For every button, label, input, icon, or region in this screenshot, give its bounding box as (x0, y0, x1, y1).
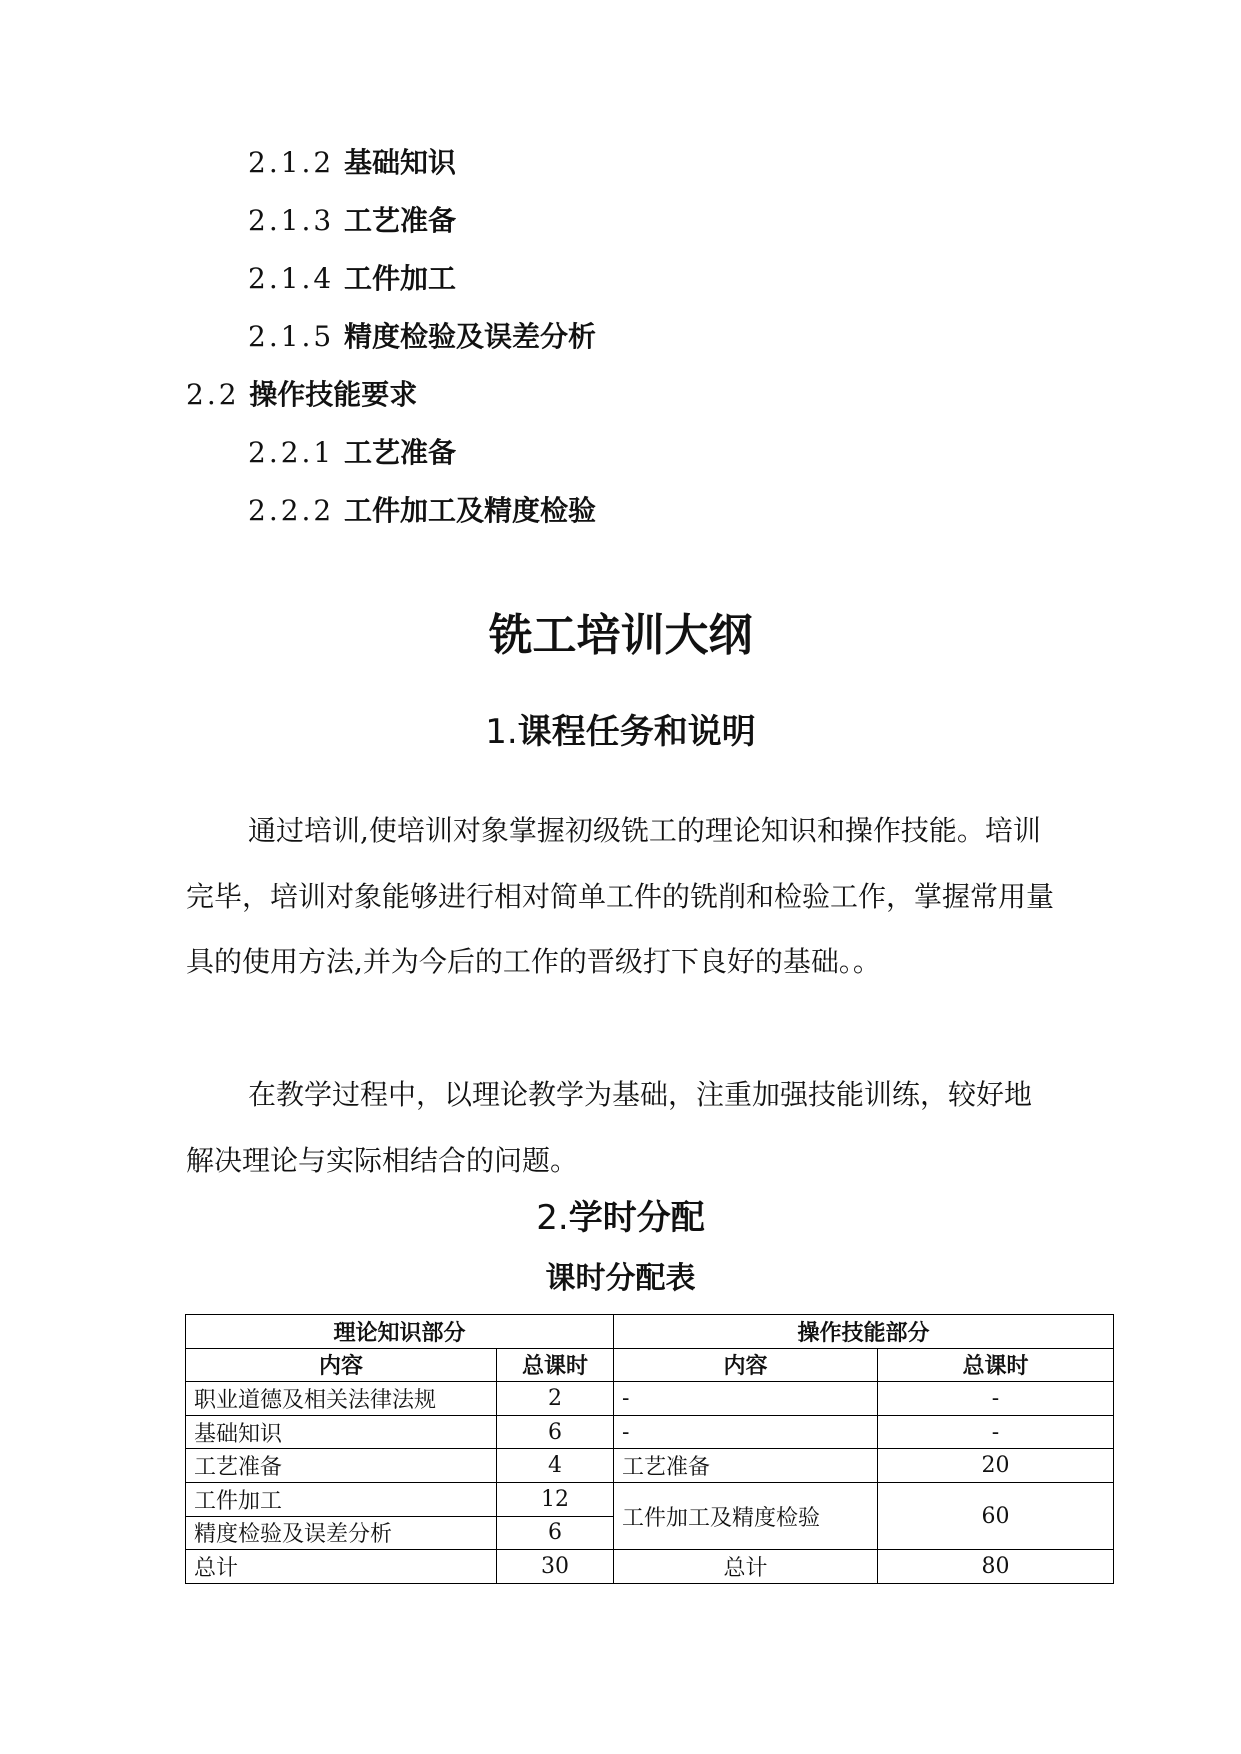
table-cell: 基础知识 (186, 1415, 497, 1449)
outline-text: 基础知识 (344, 146, 457, 179)
column-header: 总课时 (878, 1348, 1114, 1382)
section-title: 课程任务和说明 (517, 712, 756, 752)
outline-item (248, 320, 596, 354)
table-group-header-row (186, 1315, 1114, 1349)
outline-item (248, 204, 456, 238)
table-cell: 工艺准备 (186, 1449, 497, 1483)
outline-item (248, 436, 456, 470)
group-header-theory: 理论知识部分 (186, 1315, 614, 1349)
document-title: 铣工培训大纲 (488, 610, 753, 661)
table-cell: 6 (497, 1516, 614, 1550)
outline-number: 2.2.2 (248, 494, 335, 527)
outline-text: 操作技能要求 (249, 378, 418, 411)
body-paragraph: 通过培训,使培训对象掌握初级铣工的理论知识和操作技能。培训完毕，培训对象能够进行相对简单工件的铣削和检验工作，掌握常用量具的使用方法,并为今后的工作的晋级打下良好的基础。。 (186, 814, 1055, 978)
column-header: 内容 (186, 1348, 497, 1382)
section-heading (0, 710, 1241, 754)
outline-item (248, 146, 456, 180)
table-total-row (186, 1550, 1114, 1584)
outline-number: 2.1.3 (248, 204, 335, 237)
table-cell: 60 (878, 1482, 1114, 1549)
outline-item (248, 262, 456, 296)
table-cell: 职业道德及相关法律法规 (186, 1382, 497, 1416)
group-header-practice: 操作技能部分 (614, 1315, 1114, 1349)
table-cell: - (878, 1415, 1114, 1449)
outline-text: 工艺准备 (344, 436, 457, 469)
section-heading (0, 1196, 1241, 1240)
table-row (186, 1482, 1114, 1516)
table-cell: 30 (497, 1550, 614, 1584)
table-cell: 工艺准备 (614, 1449, 878, 1483)
table-cell: 2 (497, 1382, 614, 1416)
outline-text: 工件加工 (344, 262, 457, 295)
table-cell: - (878, 1382, 1114, 1416)
table-row (186, 1415, 1114, 1449)
table-cell: - (614, 1382, 878, 1416)
table-cell: 4 (497, 1449, 614, 1483)
body-paragraph: 在教学过程中，以理论教学为基础，注重加强技能训练，较好地解决理论与实际相结合的问题。 (186, 1078, 1033, 1177)
outline-item (186, 378, 417, 412)
table-caption: 课时分配表 (545, 1261, 696, 1296)
table-cell: 12 (497, 1482, 614, 1516)
table-cell: 总计 (186, 1550, 497, 1584)
table-cell: 工件加工 (186, 1482, 497, 1516)
outline-text: 工艺准备 (344, 204, 457, 237)
table-cell: 20 (878, 1449, 1114, 1483)
table-cell: 精度检验及误差分析 (186, 1516, 497, 1550)
outline-number: 2.2.1 (248, 436, 335, 469)
column-header: 总课时 (497, 1348, 614, 1382)
column-header: 内容 (614, 1348, 878, 1382)
outline-text: 精度检验及误差分析 (344, 320, 597, 353)
table-column-header-row (186, 1348, 1114, 1382)
outline-number: 2.1.2 (248, 146, 335, 179)
table-cell: 6 (497, 1415, 614, 1449)
section-number: 1. (485, 712, 518, 752)
table-row (186, 1449, 1114, 1483)
section-number: 2. (536, 1198, 569, 1238)
outline-number: 2.1.5 (248, 320, 335, 353)
hours-allocation-table (185, 1314, 1114, 1584)
table-cell: 80 (878, 1550, 1114, 1584)
table-cell: 总计 (614, 1550, 878, 1584)
table-row (186, 1382, 1114, 1416)
table-cell: 工件加工及精度检验 (614, 1482, 878, 1549)
outline-number: 2.1.4 (248, 262, 335, 295)
outline-number: 2.2 (186, 378, 240, 411)
outline-text: 工件加工及精度检验 (344, 494, 597, 527)
table-cell: - (614, 1415, 878, 1449)
section-title: 学时分配 (568, 1198, 705, 1238)
outline-item (248, 494, 596, 528)
